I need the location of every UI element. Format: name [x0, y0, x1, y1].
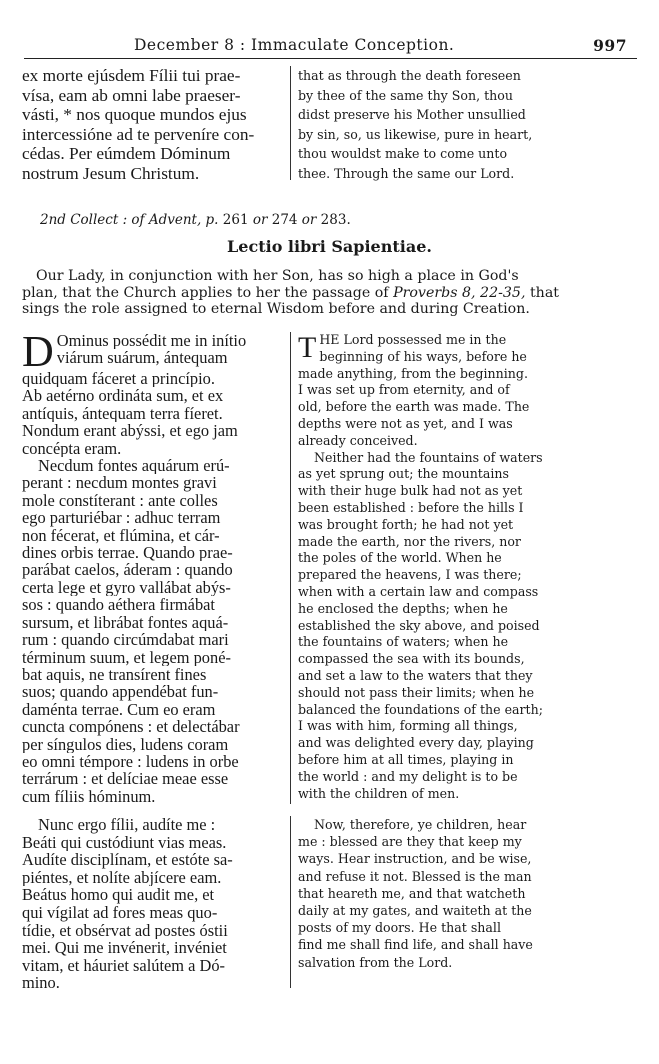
english-line: salvation from the Lord.: [298, 954, 453, 970]
latin-line: Audíte disciplínam, et estóte sa-: [22, 851, 233, 869]
english-reading-2: [298, 816, 590, 971]
running-head: [24, 32, 637, 59]
latin-line: Necdum fontes aquárum erú-: [38, 457, 230, 475]
latin-line: intercessióne ad te perveníre con-: [22, 124, 255, 144]
english-line: I was with him, forming all things,: [298, 718, 518, 734]
latin-line: piéntes, et nolíte abjícere eam.: [22, 868, 222, 887]
english-reading: [298, 332, 590, 802]
english-line: posts of my doors. He that shall: [298, 920, 501, 936]
english-line: before him at all times, playing in: [298, 751, 514, 767]
english-drop-cap: T: [298, 331, 317, 364]
latin-line: parábat caelos, áderam : quando: [22, 561, 233, 579]
english-line: ways. Hear instruction, and be wise,: [298, 851, 532, 867]
english-line: and refuse it not. Blessed is the man: [298, 868, 532, 884]
latin-line: rum : quando circúmdabat mari: [22, 631, 229, 649]
english-line: didst preserve his Mother unsullied: [298, 107, 526, 122]
latin-line: Nunc ergo fílii, audíte me :: [38, 816, 216, 834]
english-line: Now, therefore, ye children, hear: [314, 817, 527, 832]
english-line: by sin, so, us likewise, pure in heart,: [298, 126, 533, 142]
english-line: should not pass their limits; when he: [298, 684, 535, 700]
latin-reading-2: [22, 816, 284, 992]
english-line: compassed the sea with its bounds,: [298, 651, 525, 667]
intro-line: Our Lady, in conjunction with her Son, has so high a place in God's: [36, 268, 519, 284]
latin-line: sos : quando aéthera firmábat: [22, 596, 215, 614]
second-collect-note: [40, 212, 351, 228]
english-line: made anything, from the beginning.: [298, 365, 528, 381]
lesson-introduction: [22, 268, 590, 318]
latin-line: nostrum Jesum Christum.: [22, 163, 200, 183]
english-line: was brought forth; he had not yet: [298, 516, 514, 532]
scripture-reference: Proverbs 8, 22-35,: [393, 284, 526, 301]
latin-line: mole constíterant : ante colles: [22, 491, 218, 510]
english-line: with their huge bulk had not as yet: [298, 483, 523, 499]
english-line: and set a law to the waters that they: [298, 667, 533, 683]
intro-line: plan, that the Church applies to her the passage of: [22, 284, 394, 301]
english-line: already conceived.: [298, 432, 418, 448]
latin-line: certa lege et gyro vallábat abýs-: [22, 578, 231, 597]
english-line: the fountains of waters; when he: [298, 634, 509, 650]
latin-line: perant : necdum montes gravi: [22, 474, 217, 492]
latin-line: cuncta compónens : et delectábar: [22, 718, 240, 736]
intro-line-with-reference: [22, 285, 590, 302]
english-line: the world : and my delight is to be: [298, 768, 518, 784]
latin-line: sursum, et librábat fontes aquá-: [22, 613, 229, 632]
latin-column: [22, 66, 284, 183]
english-line: I was set up from eternity, and of: [298, 382, 510, 398]
column-divider: [290, 332, 291, 804]
collect-page-3: 283.: [316, 212, 351, 228]
latin-first-paragraph: [22, 327, 284, 458]
collect-or-2: or: [301, 212, 317, 228]
english-line: by thee of the same thy Son, thou: [298, 87, 513, 103]
english-line: beginning of his ways, before he: [319, 348, 527, 364]
latin-line: vísa, eam ab omni labe praeser-: [22, 85, 241, 105]
latin-line: Beátus homo qui audit me, et: [22, 886, 215, 904]
latin-line: Ab aetérno ordináta sum, et ex: [22, 387, 224, 405]
english-line: with the children of men.: [298, 785, 460, 801]
latin-line: terrárum : et delíciae meae esse: [22, 770, 229, 788]
english-line: thou wouldst make to come unto: [298, 146, 508, 161]
english-line: thee. Through the same our Lord.: [298, 165, 515, 181]
column-divider: [290, 66, 291, 180]
latin-line: suos; quando appendébat fun-: [22, 683, 219, 701]
latin-line: quidquam fáceret a princípio.: [22, 370, 215, 388]
english-line: that heareth me, and that watcheth: [298, 885, 526, 901]
column-divider: [290, 816, 291, 988]
intro-line: sings the role assigned to eternal Wisdom before and during Creation.: [22, 301, 530, 317]
reading-columns-continued: [22, 816, 590, 996]
lesson-heading: Lectio libri Sapientiae.: [227, 237, 432, 256]
latin-line: antíquis, ántequam terra fíeret.: [22, 404, 223, 423]
latin-line: eo omni témpore : ludens in orbe: [22, 752, 239, 771]
english-line: and was delighted every day, playing: [298, 735, 534, 751]
english-line: daily at my gates, and waiteth at the: [298, 903, 532, 919]
english-line: HE Lord possessed me in the: [319, 332, 507, 347]
latin-line: ego parturiébar : adhuc terram: [22, 509, 221, 527]
latin-line: dines orbis terrae. Quando prae-: [22, 544, 233, 562]
english-line: as yet sprung out; the mountains: [298, 466, 509, 482]
latin-line: mei. Qui me invénerit, invéniet: [22, 939, 227, 957]
latin-drop-cap: D: [22, 327, 54, 376]
english-line: depths were not as yet, and I was: [298, 415, 513, 431]
latin-line: concépta eram.: [22, 439, 122, 458]
intro-ref-tail: that: [525, 284, 559, 301]
english-line: that as through the death foreseen: [298, 68, 521, 83]
english-first-paragraph: [298, 332, 590, 450]
latin-line: Ominus possédit me in inítio: [56, 332, 247, 350]
english-line: been established : before the hills I: [298, 499, 524, 515]
running-head-title: December 8 : Immaculate Conception.: [134, 36, 455, 54]
latin-line: daménta terrae. Cum eo eram: [22, 700, 216, 719]
english-line: me : blessed are they that keep my: [298, 834, 522, 850]
latin-line: per síngulos dies, ludens coram: [22, 735, 229, 753]
english-column: [298, 66, 590, 183]
collect-or-1: or: [252, 212, 268, 228]
latin-line: tídie, et obsérvat ad postes óstii: [22, 921, 228, 940]
english-line: old, before the earth was made. The: [298, 399, 530, 415]
latin-line: bat aquis, ne transírent fines: [22, 665, 207, 684]
collect-page-1: 261: [218, 212, 253, 228]
collect-note-prefix: 2nd Collect : of Advent, p.: [40, 212, 219, 228]
english-line: the poles of the world. When he: [298, 550, 502, 566]
collect-page-2: 274: [267, 212, 302, 228]
latin-line: ex morte ejúsdem Fílii tui prae-: [22, 66, 241, 85]
latin-line: términum suum, et legem poné-: [22, 648, 231, 666]
latin-line: mino.: [22, 974, 60, 992]
latin-reading: [22, 327, 284, 806]
latin-line: cédas. Per eúmdem Dóminum: [22, 144, 231, 163]
english-line: Neither had the fountains of waters: [314, 449, 543, 465]
page-number: 997: [593, 36, 627, 55]
english-line: find me shall find life, and shall have: [298, 937, 533, 953]
reading-columns: [22, 327, 590, 806]
latin-line: Nondum erant abýssi, et ego jam: [22, 422, 238, 440]
english-line: when with a certain law and compass: [298, 583, 539, 599]
latin-line: viárum suárum, ántequam: [56, 349, 228, 367]
english-line: prepared the heavens, I was there;: [298, 567, 522, 583]
english-line: established the sky above, and poised: [298, 617, 540, 633]
latin-line: Beáti qui custódiunt vias meas.: [22, 833, 227, 852]
english-line: he enclosed the depths; when he: [298, 600, 508, 616]
english-line: balanced the foundations of the earth;: [298, 701, 543, 717]
latin-line: qui vígilat ad fores meas quo-: [22, 903, 218, 922]
latin-line: non fécerat, et flúmina, et cár-: [22, 526, 220, 545]
latin-line: cum fíliis hóminum.: [22, 787, 156, 806]
latin-line: vásti, * nos quoque mundos ejus: [22, 105, 247, 124]
english-line: made the earth, nor the rivers, nor: [298, 533, 521, 549]
latin-line: vitam, et háuriet salútem a Dó-: [22, 956, 225, 975]
collect-continuation: [22, 66, 590, 186]
